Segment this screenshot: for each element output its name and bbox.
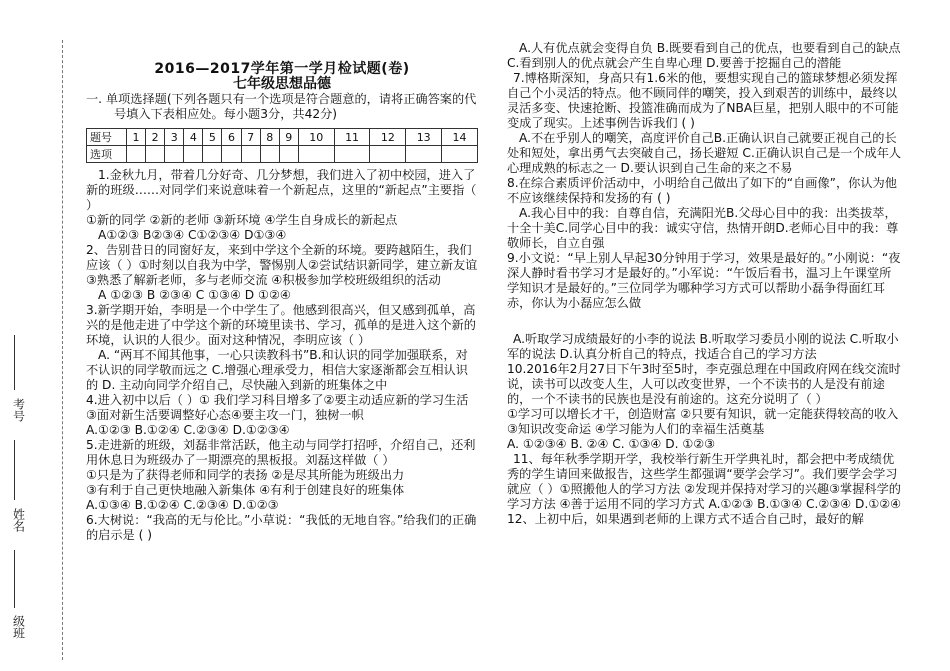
answer-cell[interactable] xyxy=(442,146,478,163)
row-label-answer: 选项 xyxy=(87,146,127,163)
question-9-options: A.听取学习成绩最好的小李的说法 B.听取学习委员小刚的说法 C.听取小军的说法 D.认真分析自己的特点，找适合自己的学习方法 xyxy=(507,332,899,361)
exam-title: 2016—2017学年第一学月检试题(卷) xyxy=(154,61,410,77)
section-instruction: 一. 单项选择题(下列各题只有一个选项是符合题意的，请将正确答案的代号填入下表相应处。每小题3分，共42分) xyxy=(86,92,477,121)
banji-underline xyxy=(14,550,15,608)
table-cell-number: 5 xyxy=(203,129,222,146)
question-7: 7.博格斯深知，身高只有1.6米的他，要想实现自己的篮球梦想必须发挥自己个小灵活的特点。他不顾同伴的嘲笑，投入到艰苦的训练中，最终以灵活多变、快速抢断、投篮准确而成为了NBA巨星，把别人眼中的不可能变成了现实。上述事例告诉我们 ( ) xyxy=(507,71,899,130)
table-cell-number: 2 xyxy=(146,129,165,146)
table-cell-number: 8 xyxy=(260,129,279,146)
answer-cell[interactable] xyxy=(260,146,279,163)
kaohao-field xyxy=(8,398,30,425)
table-cell-number: 9 xyxy=(279,129,298,146)
question-1-items: ①新的同学 ②新的老师 ③新环境 ④学生自身成长的新起点 xyxy=(86,213,398,227)
banji-label: 级班 xyxy=(11,615,26,639)
question-6: 6.大树说：“我高的无与伦比。”小草说：“我低的无地自容。”给我们的正确的启示是 ( ) xyxy=(86,513,477,542)
question-5-items-b: ③有利于自己更快地融入新集体 ④有利于创建良好的班集体 xyxy=(86,483,405,497)
right-column xyxy=(507,41,902,527)
table-cell-number: 1 xyxy=(127,129,146,146)
question-4: 4.进入初中以后（ ）① 我们学习科目增多了②要主动适应新的学习生活③面对新生活要调整好心态④要主攻一门，独树一帜 xyxy=(86,393,469,422)
table-cell-number: 3 xyxy=(165,129,184,146)
question-7-options: A.不在乎别人的嘲笑，高度评价自己B.正确认识自己就要正视自己的长处和短处，拿出勇气去突破自己，扬长避短 C.正确认识自己是一个成年人心理成熟的标志之一 D.要认识到自己生命的来之不易 xyxy=(507,131,902,175)
question-11: 11、每年秋季学期开学，我校举行新生开学典礼时，都会把中考成绩优秀的学生请回来做报告，这些学生都强调“要学会学习”。我们要学会学习就应（ ）①照搬他人的学习方法 ②发现并保持对学习的兴趣③掌握科学的学习方法 ④善于运用不同的学习方式 A.①②③ B.①③④ C.②③④ D.①②④ xyxy=(507,452,902,511)
question-10: 10.2016年2月27日下午3时至5时，李克强总理在中国政府网在线交流时说，读书可以改变人生，人可以改变世界，一个不读书的人是没有前途的，一个不读书的民族也是没有前途的。这充分说明了（ ） xyxy=(507,362,901,406)
table-cell-number: 7 xyxy=(241,129,260,146)
blank-space xyxy=(507,311,902,332)
question-1-options: A①②③ B②③④ C①②③④ D①③④ xyxy=(98,228,287,242)
answer-cell[interactable] xyxy=(146,146,165,163)
answer-table xyxy=(86,128,478,163)
question-1: 1.金秋九月，带着几分好奇、几分梦想，我们进入了初中校园，进入了新的班级……对同学们来说意味着一个新起点，这里的“新起点”主要指（ ） xyxy=(86,168,477,212)
answer-cell[interactable] xyxy=(241,146,260,163)
question-5-items-a: ①只是为了获得老师和同学的表扬 ②是尽其所能为班级出力 xyxy=(86,468,405,482)
question-8-options: A.我心目中的我：自尊自信，充满阳光B.父母心目中的我：出类拔萃，十全十美C.同学心目中的我：诚实守信，热情开朗D.老师心目中的我：尊敬师长，自立自强 xyxy=(507,206,899,250)
table-cell-number: 12 xyxy=(370,129,406,146)
question-10-options: A. ①②③④ B. ②④ C. ①③④ D. ①②③ xyxy=(507,437,716,451)
answer-cell[interactable] xyxy=(165,146,184,163)
xingming-underline xyxy=(14,440,15,500)
question-6-options: A.人有优点就会变得自负 B.既要看到自己的优点，也要看到自己的缺点C.看到别人的优点就会产生自卑心理 D.要善于挖掘自己的潜能 xyxy=(507,41,901,70)
answer-cell[interactable] xyxy=(279,146,298,163)
banji-field xyxy=(8,615,30,642)
table-cell-number: 11 xyxy=(334,129,370,146)
answer-cell[interactable] xyxy=(222,146,241,163)
question-5-options: A.①③④ B.①②④ C.②③④ D.①②③ xyxy=(86,498,279,512)
xingming-field xyxy=(8,508,30,535)
answer-table-answer-row xyxy=(87,146,478,163)
question-2: 2、告别昔日的同窗好友，来到中学这个全新的环境。要跨越陌生，我们应该（ ）①时刻以自我为中学，警惕别人②尝试结识新同学，建立新友谊③熟悉了解新老师，多与老师交流 ④积极参加学校班级组织的活动 xyxy=(86,243,478,287)
table-cell-number: 10 xyxy=(298,129,334,146)
table-cell-number: 4 xyxy=(184,129,203,146)
question-3: 3.新学期开始，李明是一个中学生了。他感到很高兴，但又感到孤单，高兴的是他走进了中学这个新的环境里读书、学习，孤单的是进入这个新的环境，认识的人很少。面对这种情况，李明应该（ ） xyxy=(86,303,476,347)
answer-cell[interactable] xyxy=(127,146,146,163)
question-8: 8.在综合素质评价活动中，小明给自己做出了如下的“自画像”，你认为他不应该继续保持和发扬的有 ( ) xyxy=(507,176,897,205)
answer-cell[interactable] xyxy=(203,146,222,163)
kaohao-underline xyxy=(14,335,15,390)
table-cell-number: 14 xyxy=(442,129,478,146)
table-cell-number: 6 xyxy=(222,129,241,146)
exam-subtitle: 七年级思想品德 xyxy=(233,76,331,92)
question-3-options: A. “两耳不闻其他事，一心只读教科书”B.和认识的同学加强联系，对不认识的同学敬而远之 C.增强心理承受力，相信大家逐渐都会互相认识的 D. 主动向同学介绍自己，尽快融入到新的班集体之中 xyxy=(86,348,468,392)
question-10-items: ①学习可以增长才干，创造财富 ②只要有知识，就一定能获得较高的收入 ③知识改变命运 ④学习能为人们的幸福生活奠基 xyxy=(507,407,899,436)
table-cell-number: 13 xyxy=(406,129,442,146)
answer-cell[interactable] xyxy=(334,146,370,163)
question-2-options: A ①②③ B ②③④ C ①③④ D ①②④ xyxy=(98,288,291,302)
question-12: 12、上初中后，如果遇到老师的上课方式不适合自己时，最好的解 xyxy=(507,512,864,526)
answer-cell[interactable] xyxy=(184,146,203,163)
question-9: 9.小文说：“早上别人早起30分钟用于学习，效果是最好的。”小刚说：“夜深人静时看书学习才是最好的。”小军说：“午饭后看书，温习上午课堂所学知识才是最好的。”三位同学为哪种学习方式可以帮助小磊争得面红耳赤，你认为小磊应怎么做 xyxy=(507,251,901,310)
question-4-options: A.①②③ B.①②④ C.②③④ D.①②③④ xyxy=(86,423,290,437)
binding-dashed-line xyxy=(62,40,63,660)
answer-cell[interactable] xyxy=(298,146,334,163)
question-5: 5.走进新的班级，刘磊非常活跃，他主动与同学打招呼，介绍自己，还利用休息日为班级办了一期漂亮的黑板报。刘磊这样做（ ） xyxy=(86,438,476,467)
xingming-label: 姓名 xyxy=(11,508,26,532)
answer-cell[interactable] xyxy=(406,146,442,163)
answer-table-number-row xyxy=(87,129,478,146)
kaohao-label: 考号 xyxy=(11,398,26,422)
row-label-number: 题号 xyxy=(87,129,127,146)
answer-cell[interactable] xyxy=(370,146,406,163)
left-column xyxy=(86,62,478,543)
